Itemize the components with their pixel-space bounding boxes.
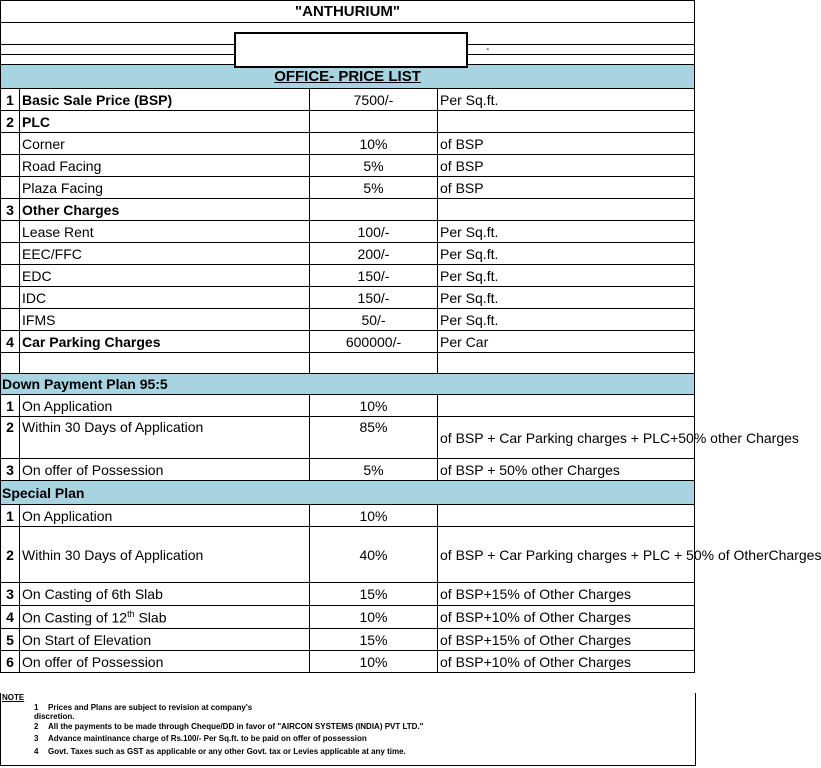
row-label: Plaza Facing (20, 177, 310, 199)
special-plan-title: Special Plan (1, 481, 695, 505)
label-part: Slab (134, 609, 167, 626)
label-part: On Casting of 12 (22, 609, 128, 626)
row-label: Other Charges (20, 199, 310, 221)
row-unit (438, 199, 695, 221)
note-item (34, 722, 423, 731)
row-number (1, 243, 20, 265)
row-value: 15% (310, 583, 438, 606)
blank-row (1, 353, 695, 374)
price-list-title: OFFICE- PRICE LIST (1, 65, 695, 89)
row-value: 150/- (310, 287, 438, 309)
title-row (1, 1, 695, 23)
table-row (1, 265, 695, 287)
row-label: On Casting of 6th Slab (20, 583, 310, 606)
row-value: 10% (310, 651, 438, 673)
blank-box (234, 32, 468, 68)
row-number: 4 (1, 331, 20, 353)
table-row (1, 527, 695, 583)
notes-heading: NOTE (2, 693, 25, 702)
row-value: 5% (310, 459, 438, 481)
row-unit: Per Sq.ft. (438, 287, 695, 309)
row-unit: Per Sq.ft. (438, 265, 695, 287)
row-unit: of BSP (438, 133, 695, 155)
row-unit (438, 111, 695, 133)
label-superscript: th (127, 608, 135, 619)
table-row (1, 629, 695, 651)
table-row (1, 177, 695, 199)
row-unit: of BSP+10% of Other Charges (438, 606, 695, 629)
row-label: PLC (20, 111, 310, 133)
row-number: 1 (1, 89, 20, 111)
row-unit: of BSP + Car Parking charges + PLC + 50% of OtherCharges (438, 527, 695, 583)
row-unit: of BSP (438, 177, 695, 199)
note-item (34, 703, 252, 712)
row-number (1, 177, 20, 199)
table-row (1, 221, 695, 243)
special-plan-header (1, 481, 695, 505)
down-payment-title: Down Payment Plan 95:5 (1, 374, 695, 395)
row-number: 3 (1, 199, 20, 221)
notes-section (0, 693, 696, 766)
row-unit: Per Sq.ft. (438, 89, 695, 111)
row-label: Basic Sale Price (BSP) (20, 89, 310, 111)
table-row (1, 459, 695, 481)
note-text: Prices and Plans are subject to revision at company's (48, 703, 253, 712)
row-value: 5% (310, 177, 438, 199)
note-text: Govt. Taxes such as GST as applicable or any other Govt. tax or Levies applicable at any time. (48, 747, 406, 756)
row-value: 100/- (310, 221, 438, 243)
row-number: 3 (1, 583, 20, 606)
row-number: 2 (1, 111, 20, 133)
row-number: 1 (1, 395, 20, 417)
row-number: 3 (1, 459, 20, 481)
row-unit: of BSP (438, 155, 695, 177)
row-unit: Per Sq.ft. (438, 309, 695, 331)
row-unit: Per Sq.ft. (438, 243, 695, 265)
table-row (1, 287, 695, 309)
row-label: EEC/FFC (20, 243, 310, 265)
row-label: On Application (20, 395, 310, 417)
row-value: 10% (310, 505, 438, 527)
row-label: Within 30 Days of Application (20, 527, 310, 583)
row-value: 10% (310, 133, 438, 155)
row-number (1, 221, 20, 243)
note-item (34, 747, 406, 756)
row-label: Within 30 Days of Application (20, 417, 310, 459)
table-row (1, 155, 695, 177)
row-label: IFMS (20, 309, 310, 331)
row-number (1, 133, 20, 155)
row-label: Corner (20, 133, 310, 155)
row-unit: of BSP+15% of Other Charges (438, 583, 695, 606)
row-number (1, 287, 20, 309)
row-label: Lease Rent (20, 221, 310, 243)
row-number (1, 155, 20, 177)
row-unit: of BSP + 50% other Charges (438, 459, 695, 481)
row-unit (438, 395, 695, 417)
row-unit: of BSP+15% of Other Charges (438, 629, 695, 651)
row-unit: of BSP+10% of Other Charges (438, 651, 695, 673)
row-label: On Start of Elevation (20, 629, 310, 651)
note-item (34, 734, 367, 743)
row-value: 200/- (310, 243, 438, 265)
row-unit: Per Car (438, 331, 695, 353)
table-row (1, 417, 695, 459)
table-row (1, 111, 695, 133)
row-number: 5 (1, 629, 20, 651)
note-number: 4 (34, 747, 39, 756)
row-value: 15% (310, 629, 438, 651)
row-value (310, 111, 438, 133)
row-label: On offer of Possession (20, 459, 310, 481)
row-value: 10% (310, 606, 438, 629)
row-label: Car Parking Charges (20, 331, 310, 353)
table-row (1, 199, 695, 221)
table-row (1, 583, 695, 606)
row-label: Road Facing (20, 155, 310, 177)
table-row (1, 651, 695, 673)
table-row (1, 89, 695, 111)
table-row (1, 606, 695, 629)
row-unit: of BSP + Car Parking charges + PLC+50% other Charges (438, 417, 695, 459)
row-value: 150/- (310, 265, 438, 287)
row-label: On Application (20, 505, 310, 527)
table-row (1, 331, 695, 353)
row-number: 6 (1, 651, 20, 673)
note-text: Advance maintinance charge of Rs.100/- Per Sq.ft. to be paid on offer of possession (48, 734, 367, 743)
note-item-continued: discretion. (34, 712, 75, 721)
down-payment-header (1, 374, 695, 395)
row-value: 600000/- (310, 331, 438, 353)
row-value (310, 199, 438, 221)
row-number: 2 (1, 417, 20, 459)
note-number: 1 (34, 703, 39, 712)
row-value: 85% (310, 417, 438, 459)
note-text: All the payments to be made through Cheque/DD in favor of "AIRCON SYSTEMS (INDIA) PVT LTD." (48, 722, 424, 731)
row-value: 10% (310, 395, 438, 417)
row-label: On offer of Possession (20, 651, 310, 673)
row-value: 50/- (310, 309, 438, 331)
dash-mark: - (486, 44, 490, 55)
row-value: 7500/- (310, 89, 438, 111)
row-label: EDC (20, 265, 310, 287)
table-row (1, 133, 695, 155)
row-number: 1 (1, 505, 20, 527)
row-number: 2 (1, 527, 20, 583)
table-row (1, 309, 695, 331)
note-number: 2 (34, 722, 39, 731)
row-number: 4 (1, 606, 20, 629)
row-label (20, 606, 310, 629)
row-number (1, 309, 20, 331)
row-number (1, 265, 20, 287)
row-value: 5% (310, 155, 438, 177)
table-row (1, 243, 695, 265)
row-value: 40% (310, 527, 438, 583)
row-unit: Per Sq.ft. (438, 221, 695, 243)
project-title: "ANTHURIUM" (1, 1, 695, 23)
table-row (1, 505, 695, 527)
row-unit (438, 505, 695, 527)
price-list-header (1, 65, 695, 89)
note-number: 3 (34, 734, 39, 743)
table-row (1, 395, 695, 417)
row-label: IDC (20, 287, 310, 309)
